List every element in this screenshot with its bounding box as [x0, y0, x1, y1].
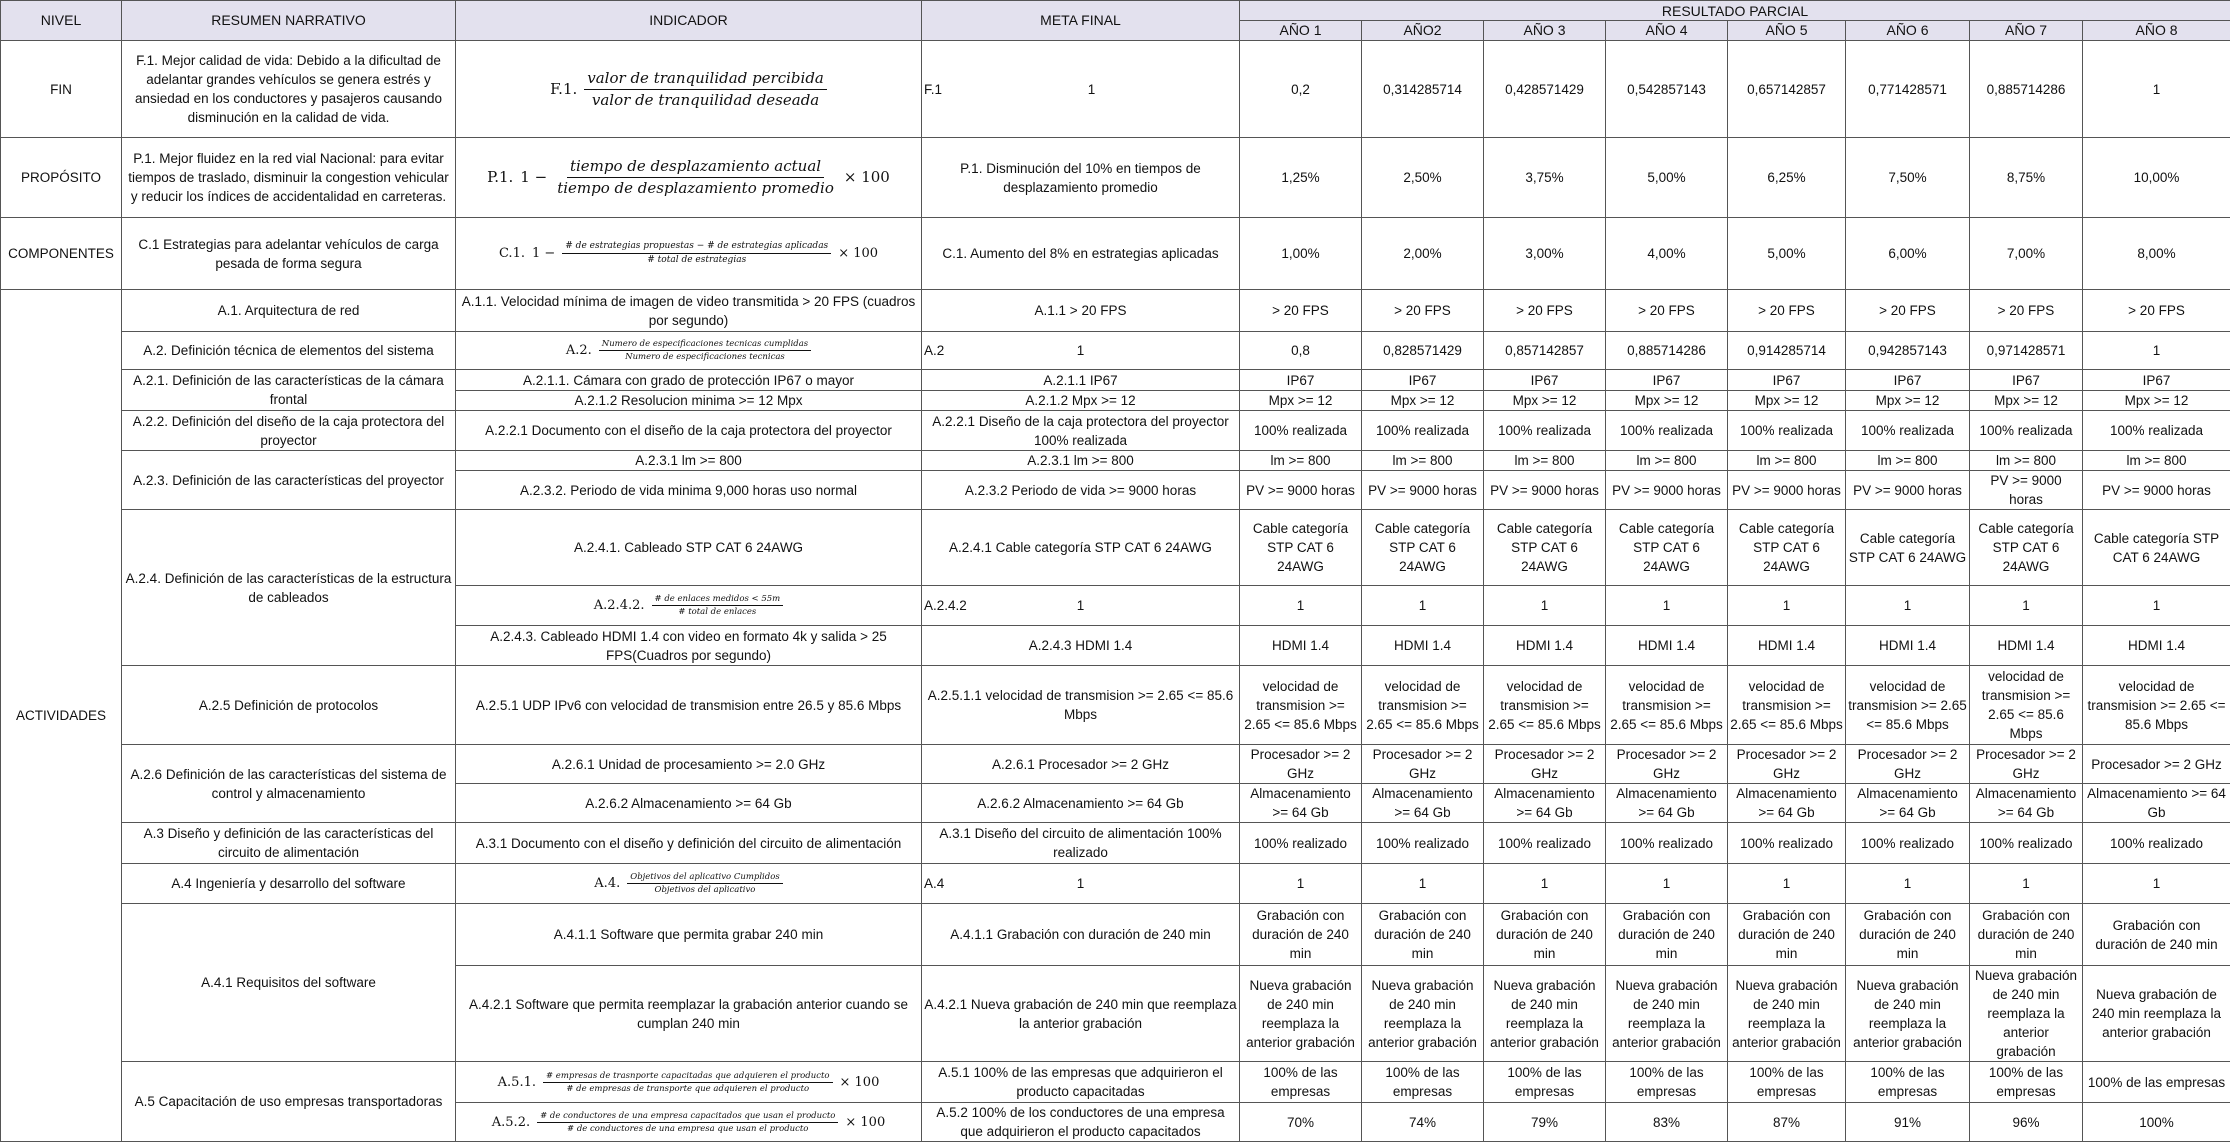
- a5-r2-indicador: [456, 1103, 922, 1142]
- level-componentes: COMPONENTES: [1, 218, 122, 290]
- a4-meta-value: 1: [964, 874, 1197, 893]
- a23-r1-year-value: lm >= 800: [1484, 451, 1606, 471]
- a22-indicador: A.2.2.1 Documento con el diseño de la caja protectora del proyector: [456, 411, 922, 451]
- a26-r2-year-value: Almacenamiento >= 64 Gb: [1606, 784, 1728, 823]
- a41-resumen: A.4.1 Requisitos del software: [122, 904, 456, 1062]
- a26-r2-indicador: A.2.6.2 Almacenamiento >= 64 Gb: [456, 784, 922, 823]
- fin-year-value: 0,885714286: [1970, 41, 2083, 138]
- a5-r1-year-value: 100% de las empresas: [1240, 1062, 1362, 1103]
- a1-resumen: A.1. Arquitectura de red: [122, 290, 456, 332]
- a22-year-value: 100% realizada: [1606, 411, 1728, 451]
- a3-year-value: 100% realizado: [1970, 823, 2083, 864]
- a23-r2-year-value: PV >= 9000 horas: [2083, 471, 2230, 510]
- a24-r1-year-value: Cable categoría STP CAT 6 24AWG: [1846, 510, 1970, 586]
- a4-formula: [627, 872, 782, 895]
- a26-r1-year-value: Procesador >= 2 GHz: [1970, 745, 2083, 784]
- a24-r3-meta: A.2.4.3 HDMI 1.4: [922, 626, 1240, 666]
- a23-resumen: A.2.3. Definición de las características del proyector: [122, 451, 456, 510]
- a23-r2-year-value: PV >= 9000 horas: [1606, 471, 1728, 510]
- a24-r3-year-value: HDMI 1.4: [1970, 626, 2083, 666]
- componentes-year-value: 5,00%: [1728, 218, 1846, 290]
- fin-ind-label: F.1.: [550, 80, 577, 99]
- level-actividades: ACTIVIDADES: [1, 290, 122, 1142]
- a21-r1-year-value: IP67: [1362, 370, 1484, 391]
- fin-year-value: 0,657142857: [1728, 41, 1846, 138]
- a5-r2-ind-label: A.5.2.: [492, 1113, 530, 1132]
- fin-resumen: F.1. Mejor calidad de vida: Debido a la dificultad de adelantar grandes vehículos se genera estrés y ansiedad en los conductores y pasajeros causando disminución en la calidad de vida.: [122, 41, 456, 138]
- proposito-formula: [554, 157, 837, 198]
- proposito-year-value: 5,00%: [1606, 138, 1728, 218]
- header-year: AÑO2: [1362, 21, 1484, 41]
- a24-r1-year-value: Cable categoría STP CAT 6 24AWG: [1606, 510, 1728, 586]
- a4-year-value: 1: [1728, 864, 1846, 904]
- componentes-year-value: 4,00%: [1606, 218, 1728, 290]
- a24-r1-year-value: Cable categoría STP CAT 6 24AWG: [1484, 510, 1606, 586]
- a24-r2-formula-numerator: # de enlaces medidos < 55m: [652, 594, 784, 606]
- a24-r2-year-value: 1: [1240, 586, 1362, 626]
- componentes-formula: [562, 241, 831, 266]
- a21-r2-year-value: Mpx >= 12: [1484, 391, 1606, 411]
- a4-year-value: 1: [2083, 864, 2230, 904]
- componentes-year-value: 8,00%: [2083, 218, 2230, 290]
- a5-r1-formula-numerator: # empresas de trasnporte capacitadas que adquieren el producto: [543, 1071, 833, 1083]
- a22-resumen: A.2.2. Definición del diseño de la caja protectora del proyector: [122, 411, 456, 451]
- a5-r2-formula-numerator: # de conductores de una empresa capacitados que usan el producto: [537, 1111, 838, 1123]
- a3-meta: A.3.1 Diseño del circuito de alimentación 100% realizado: [922, 823, 1240, 864]
- a5-r1-meta: A.5.1 100% de las empresas que adquirieron el producto capacitadas: [922, 1062, 1240, 1103]
- a1-indicador: A.1.1. Velocidad mínima de imagen de video transmitida > 20 FPS (cuadros por segundo): [456, 290, 922, 332]
- header-year: AÑO 8: [2083, 21, 2230, 41]
- a21-r2-year-value: Mpx >= 12: [1970, 391, 2083, 411]
- a5-r2-formula-denominator: # de conductores de una empresa que usan el producto: [564, 1123, 811, 1134]
- a26-r1-year-value: Procesador >= 2 GHz: [1240, 745, 1362, 784]
- proposito-ind-post: × 100: [844, 168, 890, 187]
- a5-r1-ind-label: A.5.1.: [498, 1073, 536, 1092]
- a41-r1-year-value: Grabación con duración de 240 min: [1240, 904, 1362, 966]
- a24-r3-indicador: A.2.4.3. Cableado HDMI 1.4 con video en formato 4k y salida > 25 FPS(Cuadros por segundo): [456, 626, 922, 666]
- a41-r1-year-value: Grabación con duración de 240 min: [1362, 904, 1484, 966]
- a24-r1-year-value: Cable categoría STP CAT 6 24AWG: [1728, 510, 1846, 586]
- fin-formula-numerator: valor de tranquilidad percibida: [584, 69, 827, 90]
- a21-r1-year-value: IP67: [2083, 370, 2230, 391]
- a5-r1-year-value: 100% de las empresas: [1970, 1062, 2083, 1103]
- a41-r2-year-value: Nueva grabación de 240 min reemplaza la anterior grabación: [1362, 966, 1484, 1062]
- proposito-year-value: 6,25%: [1728, 138, 1846, 218]
- a25-year-value: velocidad de transmision >= 2.65 <= 85.6 Mbps: [2083, 666, 2230, 745]
- a1-year-value: > 20 FPS: [2083, 290, 2230, 332]
- a3-year-value: 100% realizado: [1728, 823, 1846, 864]
- a41-r1-year-value: Grabación con duración de 240 min: [2083, 904, 2230, 966]
- a25-year-value: velocidad de transmision >= 2.65 <= 85.6 Mbps: [1970, 666, 2083, 745]
- a24-r3-year-value: HDMI 1.4: [2083, 626, 2230, 666]
- a24-r1-indicador: A.2.4.1. Cableado STP CAT 6 24AWG: [456, 510, 922, 586]
- a5-r1-formula-denominator: # de empresas de transporte que adquieren el producto: [563, 1083, 812, 1094]
- a5-r1-indicador: [456, 1062, 922, 1103]
- level-fin: FIN: [1, 41, 122, 138]
- proposito-ind-label: P.1.: [487, 168, 513, 187]
- fin-formula: [584, 69, 827, 110]
- a22-year-value: 100% realizada: [1728, 411, 1846, 451]
- a3-year-value: 100% realizado: [1606, 823, 1728, 864]
- a5-r1-formula: [543, 1071, 833, 1094]
- a24-r2-meta: [922, 586, 1240, 626]
- a21-r2-year-value: Mpx >= 12: [2083, 391, 2230, 411]
- a21-r2-indicador: A.2.1.2 Resolucion minima >= 12 Mpx: [456, 391, 922, 411]
- a5-r2-year-value: 91%: [1846, 1103, 1970, 1142]
- componentes-indicador: [456, 218, 922, 290]
- a24-r2-meta-value: 1: [974, 596, 1187, 615]
- a25-year-value: velocidad de transmision >= 2.65 <= 85.6 Mbps: [1728, 666, 1846, 745]
- a4-year-value: 1: [1846, 864, 1970, 904]
- a24-r3-year-value: HDMI 1.4: [1362, 626, 1484, 666]
- a23-r2-meta: A.2.3.2 Periodo de vida >= 9000 horas: [922, 471, 1240, 510]
- proposito-resumen: P.1. Mejor fluidez en la red vial Nacional: para evitar tiempos de traslado, disminuir la congestion vehicular y reducir los índices de accidentalidad en carreteras.: [122, 138, 456, 218]
- a24-r2-formula: [652, 594, 784, 617]
- a1-year-value: > 20 FPS: [1362, 290, 1484, 332]
- a21-r2-year-value: Mpx >= 12: [1846, 391, 1970, 411]
- a4-year-value: 1: [1240, 864, 1362, 904]
- a25-year-value: velocidad de transmision >= 2.65 <= 85.6 Mbps: [1846, 666, 1970, 745]
- componentes-meta: C.1. Aumento del 8% en estrategias aplicadas: [922, 218, 1240, 290]
- fin-year-value: 0,428571429: [1484, 41, 1606, 138]
- a21-r2-meta: A.2.1.2 Mpx >= 12: [922, 391, 1240, 411]
- a4-year-value: 1: [1362, 864, 1484, 904]
- a41-r1-year-value: Grabación con duración de 240 min: [1728, 904, 1846, 966]
- a24-r1-year-value: Cable categoría STP CAT 6 24AWG: [1970, 510, 2083, 586]
- a3-indicador: A.3.1 Documento con el diseño y definición del circuito de alimentación: [456, 823, 922, 864]
- a26-r2-year-value: Almacenamiento >= 64 Gb: [1362, 784, 1484, 823]
- header-meta-final: META FINAL: [922, 1, 1240, 41]
- a21-r2-year-value: Mpx >= 12: [1240, 391, 1362, 411]
- a5-r1-year-value: 100% de las empresas: [1846, 1062, 1970, 1103]
- a24-r3-year-value: HDMI 1.4: [1240, 626, 1362, 666]
- a2-formula-denominator: Numero de especificaciones tecnicas: [622, 351, 788, 362]
- a22-year-value: 100% realizada: [1970, 411, 2083, 451]
- a2-year-value: 0,885714286: [1606, 332, 1728, 370]
- a5-r1-year-value: 100% de las empresas: [1606, 1062, 1728, 1103]
- a21-r1-meta: A.2.1.1 IP67: [922, 370, 1240, 391]
- a1-year-value: > 20 FPS: [1846, 290, 1970, 332]
- a26-r1-indicador: A.2.6.1 Unidad de procesamiento >= 2.0 GHz: [456, 745, 922, 784]
- a23-r1-year-value: lm >= 800: [1362, 451, 1484, 471]
- a41-r1-meta: A.4.1.1 Grabación con duración de 240 min: [922, 904, 1240, 966]
- a2-formula: [599, 339, 811, 362]
- a23-r2-year-value: PV >= 9000 horas: [1240, 471, 1362, 510]
- a23-r1-year-value: lm >= 800: [2083, 451, 2230, 471]
- a2-year-value: 0,8: [1240, 332, 1362, 370]
- a4-year-value: 1: [1484, 864, 1606, 904]
- a24-r2-year-value: 1: [1728, 586, 1846, 626]
- fin-formula-denominator: valor de tranquilidad deseada: [589, 90, 822, 110]
- level-proposito: PROPÓSITO: [1, 138, 122, 218]
- a26-r2-year-value: Almacenamiento >= 64 Gb: [1728, 784, 1846, 823]
- a2-year-value: 0,914285714: [1728, 332, 1846, 370]
- a24-r2-indicador: [456, 586, 922, 626]
- a41-r1-year-value: Grabación con duración de 240 min: [1484, 904, 1606, 966]
- proposito-formula-numerator: tiempo de desplazamiento actual: [567, 157, 824, 178]
- a4-formula-denominator: Objetivos del aplicativo: [652, 884, 759, 895]
- a26-r1-meta: A.2.6.1 Procesador >= 2 GHz: [922, 745, 1240, 784]
- a1-year-value: > 20 FPS: [1970, 290, 2083, 332]
- a3-year-value: 100% realizado: [1846, 823, 1970, 864]
- a2-year-value: 0,857142857: [1484, 332, 1606, 370]
- a22-year-value: 100% realizada: [1362, 411, 1484, 451]
- a1-year-value: > 20 FPS: [1606, 290, 1728, 332]
- a21-r1-year-value: IP67: [1240, 370, 1362, 391]
- fin-year-value: 0,314285714: [1362, 41, 1484, 138]
- a26-r2-year-value: Almacenamiento >= 64 Gb: [1240, 784, 1362, 823]
- proposito-ind-pre: 1 −: [520, 168, 547, 187]
- fin-meta: [922, 41, 1240, 138]
- header-indicador: INDICADOR: [456, 1, 922, 41]
- proposito-formula-denominator: tiempo de desplazamiento promedio: [554, 178, 837, 198]
- a5-r2-year-value: 74%: [1362, 1103, 1484, 1142]
- a23-r2-year-value: PV >= 9000 horas: [1970, 471, 2083, 510]
- a4-resumen: A.4 Ingeniería y desarrollo del software: [122, 864, 456, 904]
- proposito-year-value: 3,75%: [1484, 138, 1606, 218]
- fin-meta-code: F.1: [924, 80, 946, 99]
- a41-r2-meta: A.4.2.1 Nueva grabación de 240 min que reemplaza la anterior grabación: [922, 966, 1240, 1062]
- a23-r1-year-value: lm >= 800: [1240, 451, 1362, 471]
- a2-year-value: 0,942857143: [1846, 332, 1970, 370]
- proposito-meta: P.1. Disminución del 10% en tiempos de desplazamiento promedio: [922, 138, 1240, 218]
- a5-r1-year-value: 100% de las empresas: [1728, 1062, 1846, 1103]
- a23-r2-indicador: A.2.3.2. Periodo de vida minima 9,000 horas uso normal: [456, 471, 922, 510]
- a4-formula-numerator: Objetivos del aplicativo Cumplidos: [627, 872, 782, 884]
- a25-indicador: A.2.5.1 UDP IPv6 con velocidad de transmision entre 26.5 y 85.6 Mbps: [456, 666, 922, 745]
- a3-year-value: 100% realizado: [1484, 823, 1606, 864]
- a2-year-value: 0,828571429: [1362, 332, 1484, 370]
- a5-r2-year-value: 100%: [2083, 1103, 2230, 1142]
- a2-year-value: 0,971428571: [1970, 332, 2083, 370]
- a21-r1-indicador: A.2.1.1. Cámara con grado de protección IP67 o mayor: [456, 370, 922, 391]
- a23-r2-year-value: PV >= 9000 horas: [1846, 471, 1970, 510]
- a25-year-value: velocidad de transmision >= 2.65 <= 85.6 Mbps: [1240, 666, 1362, 745]
- proposito-year-value: 7,50%: [1846, 138, 1970, 218]
- a25-year-value: velocidad de transmision >= 2.65 <= 85.6 Mbps: [1484, 666, 1606, 745]
- a4-meta-code: A.4: [924, 874, 964, 893]
- a41-r1-year-value: Grabación con duración de 240 min: [1970, 904, 2083, 966]
- componentes-ind-pre: 1 −: [532, 244, 555, 263]
- a24-r3-year-value: HDMI 1.4: [1728, 626, 1846, 666]
- proposito-year-value: 8,75%: [1970, 138, 2083, 218]
- a5-r1-ind-post: × 100: [840, 1073, 880, 1092]
- a5-r1-year-value: 100% de las empresas: [1362, 1062, 1484, 1103]
- fin-year-value: 0,771428571: [1846, 41, 1970, 138]
- a5-r2-formula: [537, 1111, 838, 1134]
- header-resultado-parcial: RESULTADO PARCIAL: [1240, 1, 2230, 21]
- a41-r2-indicador: A.4.2.1 Software que permita reemplazar la grabación anterior cuando se cumplan 240 min: [456, 966, 922, 1062]
- a26-r1-year-value: Procesador >= 2 GHz: [1484, 745, 1606, 784]
- a41-r2-year-value: Nueva grabación de 240 min reemplaza la anterior grabación: [1606, 966, 1728, 1062]
- proposito-indicador: [456, 138, 922, 218]
- a24-r2-year-value: 1: [2083, 586, 2230, 626]
- fin-year-value: 1: [2083, 41, 2230, 138]
- a2-meta-value: 1: [964, 341, 1197, 360]
- a24-resumen: A.2.4. Definición de las características de la estructura de cableados: [122, 510, 456, 666]
- header-year: AÑO 7: [1970, 21, 2083, 41]
- a23-r1-meta: A.2.3.1 lm >= 800: [922, 451, 1240, 471]
- a23-r1-indicador: A.2.3.1 lm >= 800: [456, 451, 922, 471]
- a5-r1-year-value: 100% de las empresas: [1484, 1062, 1606, 1103]
- componentes-year-value: 2,00%: [1362, 218, 1484, 290]
- a5-r2-year-value: 83%: [1606, 1103, 1728, 1142]
- a24-r3-year-value: HDMI 1.4: [1484, 626, 1606, 666]
- a24-r1-year-value: Cable categoría STP CAT 6 24AWG: [1240, 510, 1362, 586]
- a22-year-value: 100% realizada: [2083, 411, 2230, 451]
- fin-meta-value: 1: [946, 80, 1237, 99]
- a2-meta-code: A.2: [924, 341, 964, 360]
- a41-r1-year-value: Grabación con duración de 240 min: [1846, 904, 1970, 966]
- a26-resumen: A.2.6 Definición de las características del sistema de control y almacenamiento: [122, 745, 456, 823]
- a21-r2-year-value: Mpx >= 12: [1606, 391, 1728, 411]
- a2-meta: [922, 332, 1240, 370]
- a5-resumen: A.5 Capacitación de uso empresas transportadoras: [122, 1062, 456, 1142]
- a41-r2-year-value: Nueva grabación de 240 min reemplaza la anterior grabación: [1970, 966, 2083, 1062]
- a24-r2-year-value: 1: [1846, 586, 1970, 626]
- a24-r2-year-value: 1: [1362, 586, 1484, 626]
- a26-r2-meta: A.2.6.2 Almacenamiento >= 64 Gb: [922, 784, 1240, 823]
- a3-year-value: 100% realizado: [2083, 823, 2230, 864]
- a5-r2-year-value: 70%: [1240, 1103, 1362, 1142]
- a25-meta: A.2.5.1.1 velocidad de transmision >= 2.65 <= 85.6 Mbps: [922, 666, 1240, 745]
- a26-r1-year-value: Procesador >= 2 GHz: [1606, 745, 1728, 784]
- a3-year-value: 100% realizado: [1362, 823, 1484, 864]
- header-year: AÑO 5: [1728, 21, 1846, 41]
- a22-year-value: 100% realizada: [1846, 411, 1970, 451]
- header-year: AÑO 1: [1240, 21, 1362, 41]
- a24-r1-year-value: Cable categoría STP CAT 6 24AWG: [2083, 510, 2230, 586]
- a21-r1-year-value: IP67: [1846, 370, 1970, 391]
- a2-indicador: [456, 332, 922, 370]
- a23-r2-year-value: PV >= 9000 horas: [1362, 471, 1484, 510]
- fin-year-value: 0,542857143: [1606, 41, 1728, 138]
- a24-r3-year-value: HDMI 1.4: [1846, 626, 1970, 666]
- a23-r1-year-value: lm >= 800: [1728, 451, 1846, 471]
- a26-r2-year-value: Almacenamiento >= 64 Gb: [1846, 784, 1970, 823]
- a21-resumen: A.2.1. Definición de las características de la cámara frontal: [122, 370, 456, 411]
- a2-ind-label: A.2.: [566, 341, 592, 360]
- proposito-year-value: 2,50%: [1362, 138, 1484, 218]
- a23-r2-year-value: PV >= 9000 horas: [1484, 471, 1606, 510]
- componentes-ind-label: C.1.: [499, 244, 525, 263]
- a24-r2-year-value: 1: [1606, 586, 1728, 626]
- a24-r3-year-value: HDMI 1.4: [1606, 626, 1728, 666]
- header-nivel: NIVEL: [1, 1, 122, 41]
- a25-year-value: velocidad de transmision >= 2.65 <= 85.6 Mbps: [1606, 666, 1728, 745]
- a24-r2-ind-label: A.2.4.2.: [594, 596, 645, 615]
- a25-resumen: A.2.5 Definición de protocolos: [122, 666, 456, 745]
- fin-year-value: 0,2: [1240, 41, 1362, 138]
- a41-r2-year-value: Nueva grabación de 240 min reemplaza la anterior grabación: [1846, 966, 1970, 1062]
- a1-meta: A.1.1 > 20 FPS: [922, 290, 1240, 332]
- a22-year-value: 100% realizada: [1484, 411, 1606, 451]
- proposito-year-value: 1,25%: [1240, 138, 1362, 218]
- a41-r1-indicador: A.4.1.1 Software que permita grabar 240 min: [456, 904, 922, 966]
- a4-indicador: [456, 864, 922, 904]
- componentes-year-value: 6,00%: [1846, 218, 1970, 290]
- a21-r1-year-value: IP67: [1970, 370, 2083, 391]
- a4-year-value: 1: [1970, 864, 2083, 904]
- a23-r1-year-value: lm >= 800: [1846, 451, 1970, 471]
- a1-year-value: > 20 FPS: [1240, 290, 1362, 332]
- a2-formula-numerator: Numero de especificaciones tecnicas cumplidas: [599, 339, 811, 351]
- a4-ind-label: A.4.: [594, 874, 620, 893]
- componentes-year-value: 1,00%: [1240, 218, 1362, 290]
- a24-r2-year-value: 1: [1484, 586, 1606, 626]
- a23-r2-year-value: PV >= 9000 horas: [1728, 471, 1846, 510]
- a24-r2-formula-denominator: # total de enlaces: [675, 606, 759, 617]
- componentes-year-value: 7,00%: [1970, 218, 2083, 290]
- a23-r1-year-value: lm >= 800: [1606, 451, 1728, 471]
- a2-resumen: A.2. Definición técnica de elementos del sistema: [122, 332, 456, 370]
- a26-r1-year-value: Procesador >= 2 GHz: [1362, 745, 1484, 784]
- a5-r2-ind-post: × 100: [845, 1113, 885, 1132]
- a5-r2-meta: A.5.2 100% de los conductores de una empresa que adquirieron el producto capacitados: [922, 1103, 1240, 1142]
- a21-r2-year-value: Mpx >= 12: [1362, 391, 1484, 411]
- componentes-year-value: 3,00%: [1484, 218, 1606, 290]
- componentes-formula-numerator: # de estrategias propuestas − # de estrategias aplicadas: [562, 241, 831, 254]
- header-year: AÑO 6: [1846, 21, 1970, 41]
- fin-indicador: [456, 41, 922, 138]
- a26-r1-year-value: Procesador >= 2 GHz: [1846, 745, 1970, 784]
- a4-year-value: 1: [1606, 864, 1728, 904]
- a22-meta: A.2.2.1 Diseño de la caja protectora del proyector 100% realizada: [922, 411, 1240, 451]
- a22-year-value: 100% realizada: [1240, 411, 1362, 451]
- proposito-year-value: 10,00%: [2083, 138, 2230, 218]
- header-year: AÑO 3: [1484, 21, 1606, 41]
- a3-resumen: A.3 Diseño y definición de las características del circuito de alimentación: [122, 823, 456, 864]
- a26-r2-year-value: Almacenamiento >= 64 Gb: [1484, 784, 1606, 823]
- a26-r2-year-value: Almacenamiento >= 64 Gb: [1970, 784, 2083, 823]
- a21-r1-year-value: IP67: [1728, 370, 1846, 391]
- componentes-formula-denominator: # total de estrategias: [644, 254, 749, 266]
- a41-r1-year-value: Grabación con duración de 240 min: [1606, 904, 1728, 966]
- a41-r2-year-value: Nueva grabación de 240 min reemplaza la anterior grabación: [1240, 966, 1362, 1062]
- a2-year-value: 1: [2083, 332, 2230, 370]
- a5-r2-year-value: 87%: [1728, 1103, 1846, 1142]
- a5-r2-year-value: 79%: [1484, 1103, 1606, 1142]
- a41-r2-year-value: Nueva grabación de 240 min reemplaza la anterior grabación: [1484, 966, 1606, 1062]
- a24-r1-meta: A.2.4.1 Cable categoría STP CAT 6 24AWG: [922, 510, 1240, 586]
- a5-r2-year-value: 96%: [1970, 1103, 2083, 1142]
- componentes-ind-post: × 100: [838, 244, 878, 263]
- a23-r1-year-value: lm >= 800: [1970, 451, 2083, 471]
- a24-r2-year-value: 1: [1970, 586, 2083, 626]
- a24-r2-meta-code: A.2.4.2: [924, 596, 974, 615]
- a3-year-value: 100% realizado: [1240, 823, 1362, 864]
- a26-r2-year-value: Almacenamiento >= 64 Gb: [2083, 784, 2230, 823]
- a21-r1-year-value: IP67: [1484, 370, 1606, 391]
- a41-r2-year-value: Nueva grabación de 240 min reemplaza la anterior grabación: [1728, 966, 1846, 1062]
- a21-r2-year-value: Mpx >= 12: [1728, 391, 1846, 411]
- a25-year-value: velocidad de transmision >= 2.65 <= 85.6 Mbps: [1362, 666, 1484, 745]
- header-year: AÑO 4: [1606, 21, 1728, 41]
- a5-r1-year-value: 100% de las empresas: [2083, 1062, 2230, 1103]
- a21-r1-year-value: IP67: [1606, 370, 1728, 391]
- componentes-resumen: C.1 Estrategias para adelantar vehículos de carga pesada de forma segura: [122, 218, 456, 290]
- a24-r1-year-value: Cable categoría STP CAT 6 24AWG: [1362, 510, 1484, 586]
- a4-meta: [922, 864, 1240, 904]
- a1-year-value: > 20 FPS: [1728, 290, 1846, 332]
- header-resumen-narrativo: RESUMEN NARRATIVO: [122, 1, 456, 41]
- a1-year-value: > 20 FPS: [1484, 290, 1606, 332]
- a26-r1-year-value: Procesador >= 2 GHz: [1728, 745, 1846, 784]
- a26-r1-year-value: Procesador >= 2 GHz: [2083, 745, 2230, 784]
- a41-r2-year-value: Nueva grabación de 240 min reemplaza la anterior grabación: [2083, 966, 2230, 1062]
